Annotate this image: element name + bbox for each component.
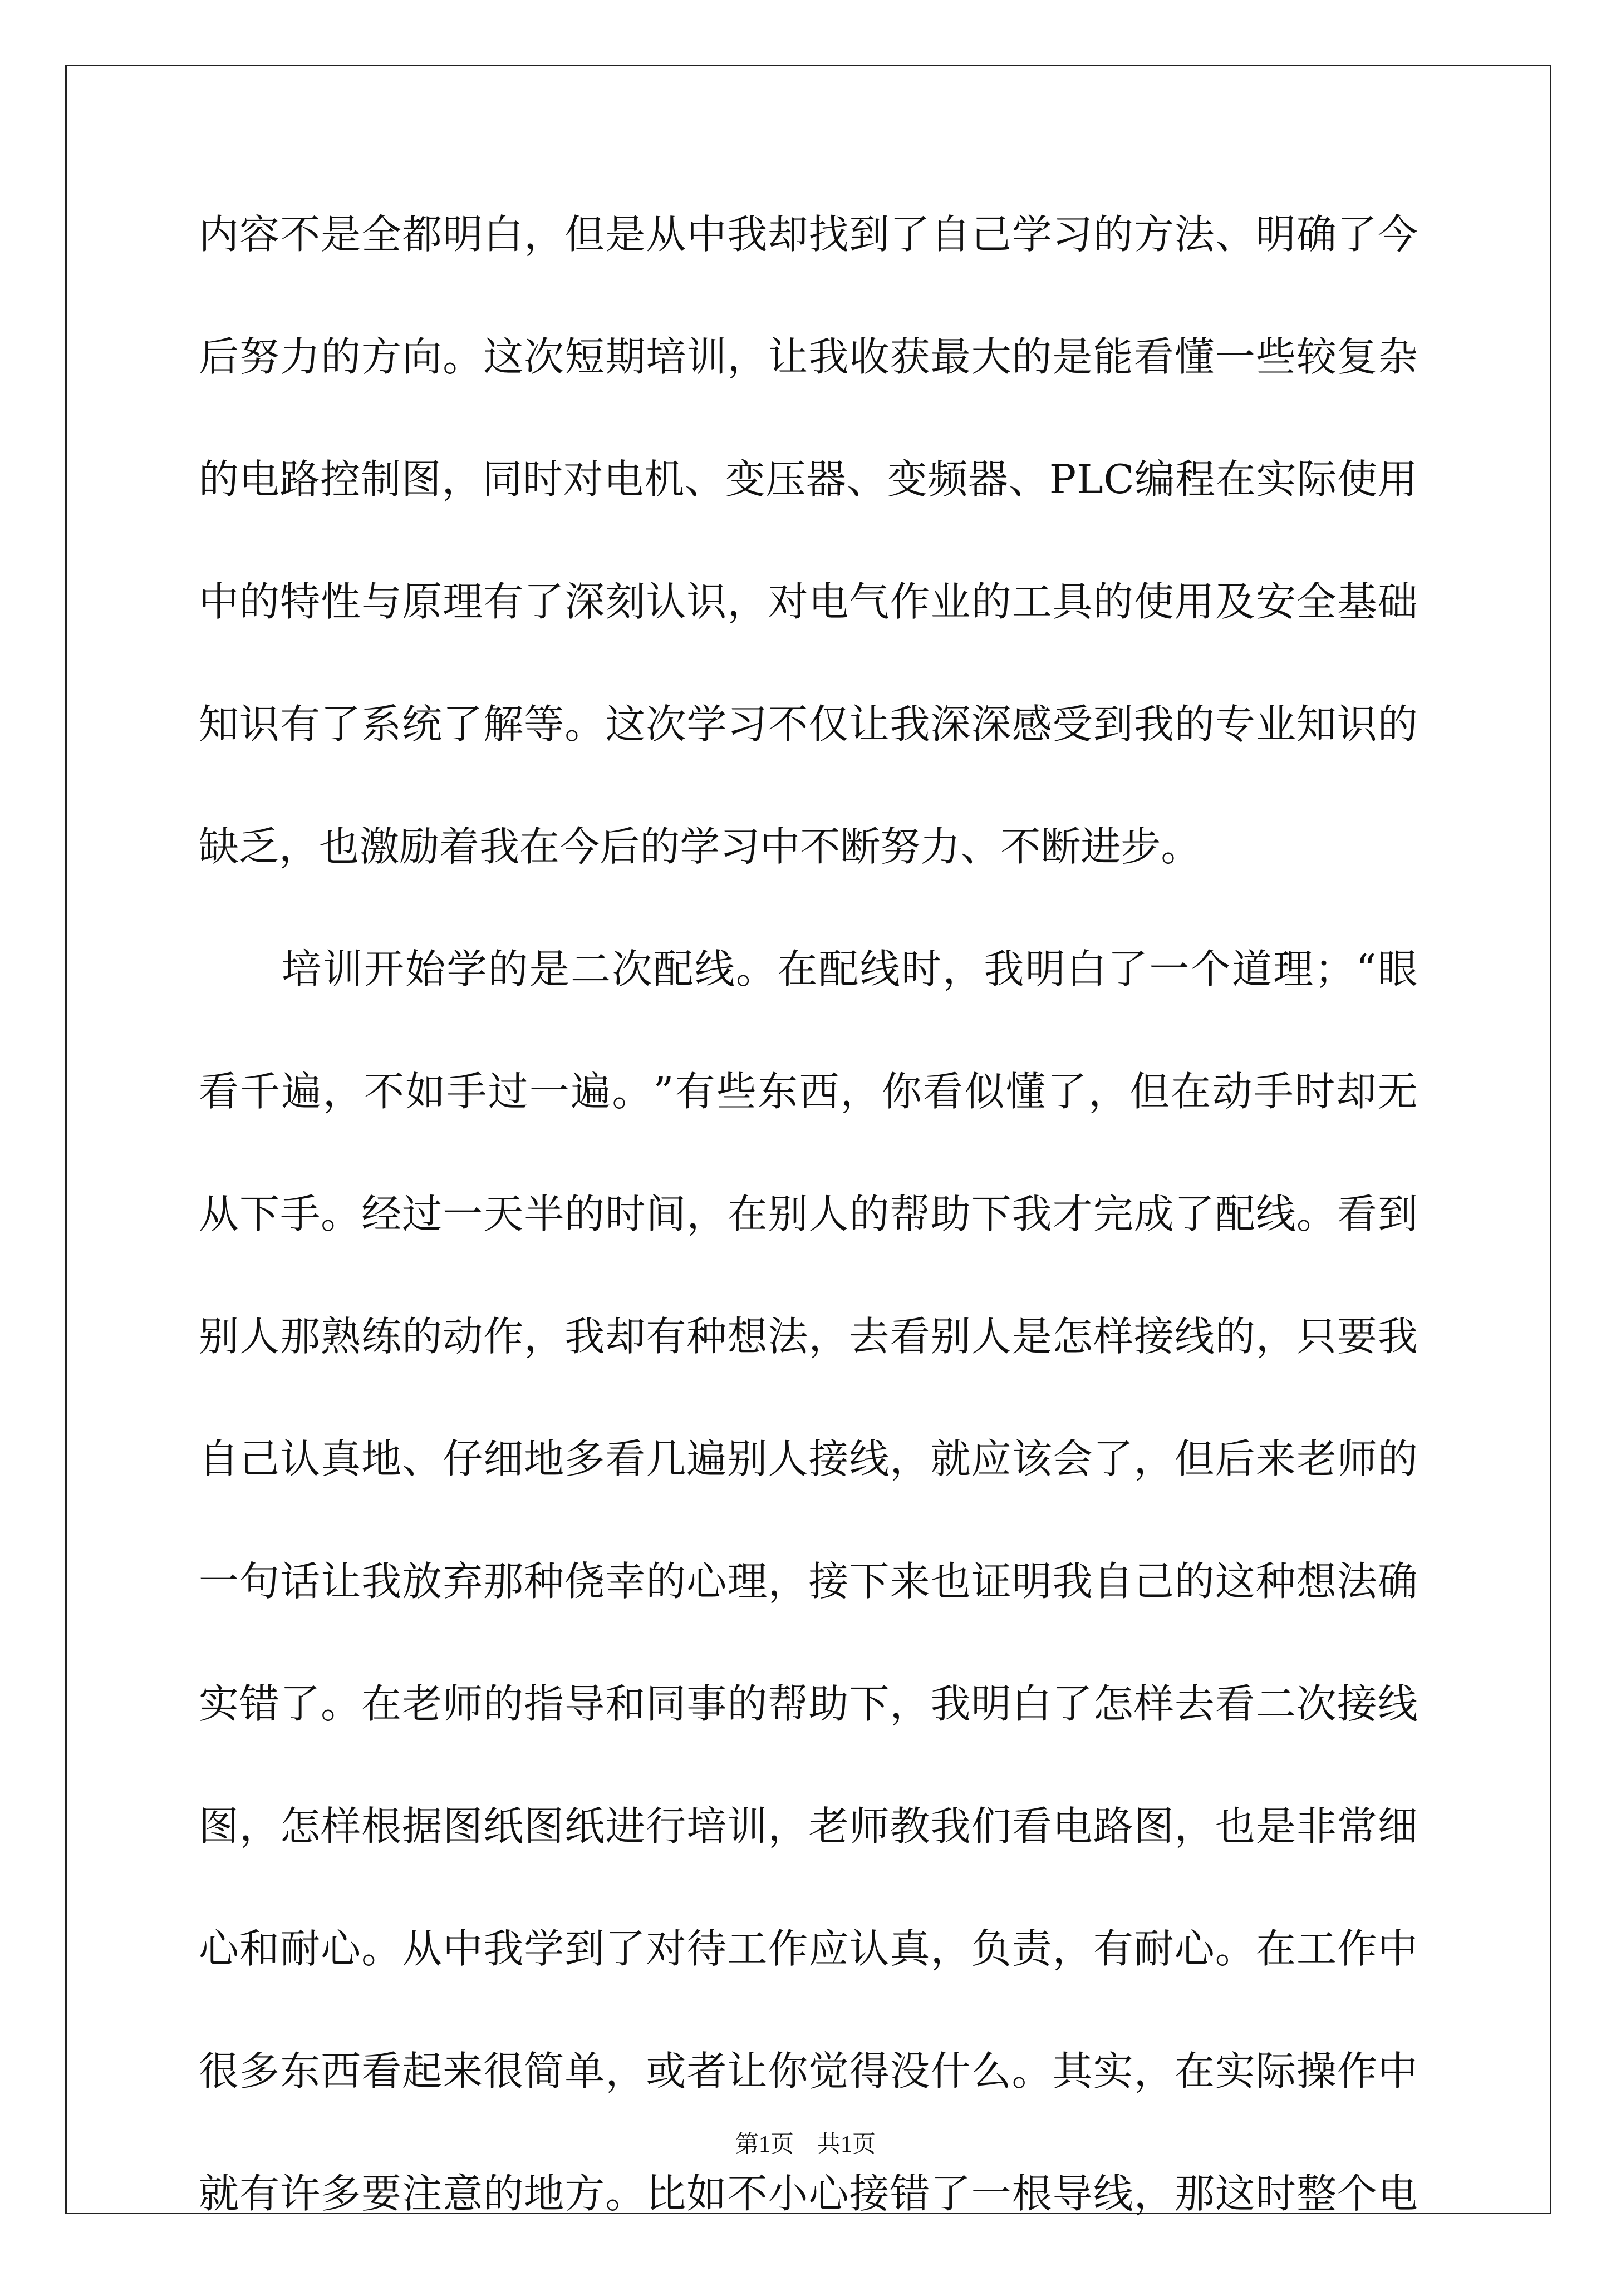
page-number-footer: 第1页 共1页 xyxy=(735,2132,876,2157)
paragraph-start-line: 培 训 开 始 学 的 是 二 次 配 线 。 在 配 线 时 ， 我 明 白 了 一 个 道 理 ； “ 眼 xyxy=(281,946,1418,992)
text-line: 别 人 那 熟 练 的 动 作 ， 我 却 有 种 想 法 ， 去 看 别 人 是 怎 样 接 线 的 ， 只 要 我 xyxy=(199,1313,1418,1360)
text-line: 内 容 不 是 全 都 明 白 ， 但 是 从 中 我 却 找 到 了 自 己 学 习 的 方 法 、 明 确 了 今 xyxy=(199,211,1418,258)
text-line: 实 错 了 。 在 老 师 的 指 导 和 同 事 的 帮 助 下 ， 我 明 白 了 怎 样 去 看 二 次 接 线 xyxy=(199,1680,1418,1727)
text-line: 就 有 许 多 要 注 意 的 地 方 。 比 如 不 小 心 接 错 了 一 根 导 线 ， 那 这 时 整 个 电 xyxy=(199,2170,1418,2217)
text-line: 看 千 遍 ， 不 如 手 过 一 遍 。 ” 有 些 东 西 ， 你 看 似 懂 了 ， 但 在 动 手 时 却 无 xyxy=(199,1068,1418,1115)
document-body xyxy=(199,211,1418,2296)
text-line: 图 ， 怎 样 根 据 图 纸 图 纸 进 行 培 训 ， 老 师 教 我 们 看 电 路 图 ， 也 是 非 常 细 xyxy=(199,1803,1418,1850)
text-line: 从 下 手 。 经 过 一 天 半 的 时 间 ， 在 别 人 的 帮 助 下 我 才 完 成 了 配 线 。 看 到 xyxy=(199,1191,1418,1237)
text-line: 知 识 有 了 系 统 了 解 等 。 这 次 学 习 不 仅 让 我 深 深 感 受 到 我 的 专 业 知 识 的 xyxy=(199,701,1418,748)
text-line: 的 电 路 控 制 图 ， 同 时 对 电 机 、 变 压 器 、 变 频 器 、 P L C 编 程 在 实 际 使 用 xyxy=(199,456,1418,503)
text-line: 中 的 特 性 与 原 理 有 了 深 刻 认 识 ， 对 电 气 作 业 的 工 具 的 使 用 及 安 全 基 础 xyxy=(199,578,1418,625)
text-line: 一 句 话 让 我 放 弃 那 种 侥 幸 的 心 理 ， 接 下 来 也 证 明 我 自 己 的 这 种 想 法 确 xyxy=(199,1558,1418,1605)
text-line: 心 和 耐 心 。 从 中 我 学 到 了 对 待 工 作 应 认 真 ， 负 责 ， 有 耐 心 。 在 工 作 中 xyxy=(199,1925,1418,1972)
text-line: 自 己 认 真 地 、 仔 细 地 多 看 几 遍 别 人 接 线 ， 就 应 该 会 了 ， 但 后 来 老 师 的 xyxy=(199,1435,1418,1482)
paragraph-end-line: 缺 乏 ， 也 激 励 着 我 在 今 后 的 学 习 中 不 断 努 力 、 不 断 进 步 。 xyxy=(199,823,1201,870)
text-line: 很 多 东 西 看 起 来 很 简 单 ， 或 者 让 你 觉 得 没 什 么 。 其 实 ， 在 实 际 操 作 中 xyxy=(199,2048,1418,2095)
text-line: 后 努 力 的 方 向 。 这 次 短 期 培 训 ， 让 我 收 获 最 大 的 是 能 看 懂 一 些 较 复 杂 xyxy=(199,333,1418,380)
